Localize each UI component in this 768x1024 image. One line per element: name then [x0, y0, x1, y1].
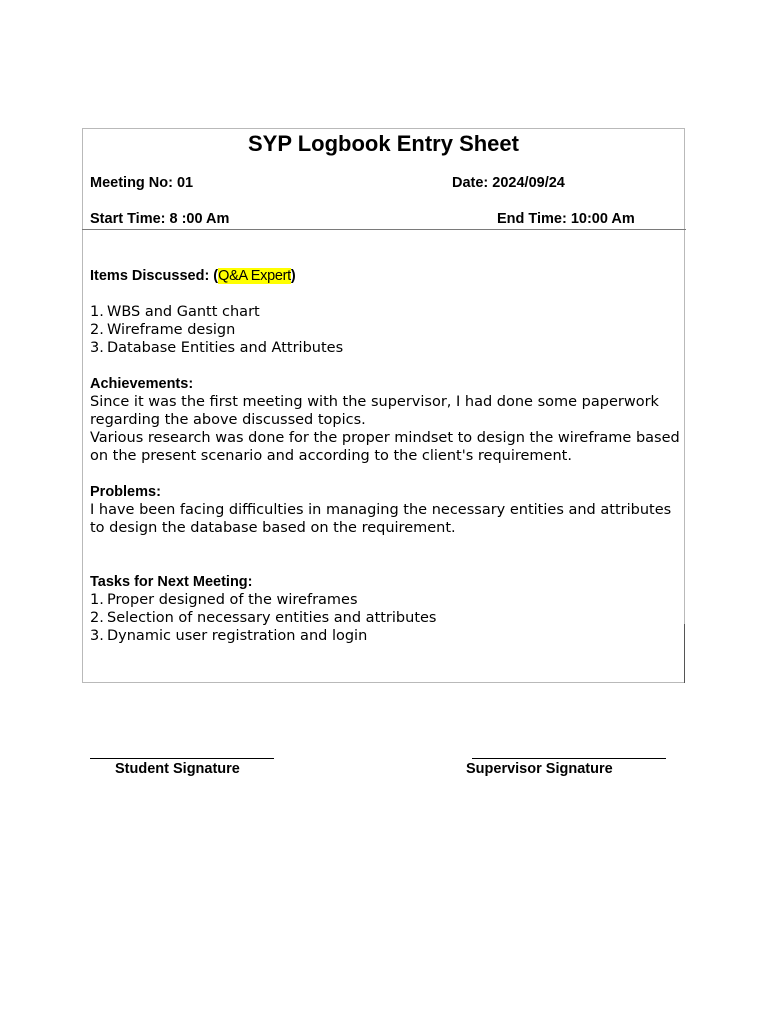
list-item [90, 303, 680, 321]
spacer [90, 357, 680, 375]
tasks-list [90, 591, 680, 645]
list-number: 2. [90, 610, 104, 626]
student-signature-label: Student Signature [115, 761, 240, 777]
achievements-heading: Achievements: [90, 376, 194, 392]
list-number: 1. [90, 304, 104, 320]
spacer [90, 537, 680, 573]
items-discussed-list [90, 303, 680, 357]
list-item [90, 591, 680, 609]
list-text: Selection of necessary entities and attributes [107, 610, 437, 626]
tasks-heading: Tasks for Next Meeting: [90, 574, 253, 590]
edge-mark [684, 624, 685, 683]
end-time: End Time: 10:00 Am [497, 211, 635, 227]
list-number: 2. [90, 322, 104, 338]
student-signature-line [90, 758, 274, 759]
list-number: 3. [90, 628, 104, 644]
spacer [90, 285, 680, 303]
list-item [90, 321, 680, 339]
items-discussed-heading [90, 267, 680, 285]
achievements-paragraph-2: Various research was done for the proper mindset to design the wireframe based on the present scenario and according to the client's requirement. [90, 430, 680, 464]
list-item [90, 627, 680, 645]
header-divider [82, 229, 686, 230]
supervisor-signature-label: Supervisor Signature [466, 761, 613, 777]
items-discussed-label: Items Discussed: ( [90, 268, 219, 284]
list-text: Dynamic user registration and login [107, 628, 368, 644]
list-number: 3. [90, 340, 104, 356]
list-number: 1. [90, 592, 104, 608]
meeting-date: Date: 2024/09/24 [452, 175, 565, 191]
problems-paragraph: I have been facing difficulties in managing the necessary entities and attributes to design the database based on the requirement. [90, 502, 672, 536]
logbook-content [90, 267, 680, 645]
list-text: WBS and Gantt chart [107, 304, 260, 320]
list-item [90, 339, 680, 357]
highlighted-role: Q&A Expert [218, 268, 291, 284]
spacer [90, 465, 680, 483]
start-time: Start Time: 8 :00 Am [90, 211, 230, 227]
supervisor-signature-line [472, 758, 666, 759]
list-text: Proper designed of the wireframes [107, 592, 358, 608]
page-title: SYP Logbook Entry Sheet [248, 131, 519, 156]
list-text: Database Entities and Attributes [107, 340, 344, 356]
meeting-number: Meeting No: 01 [90, 175, 194, 191]
items-discussed-close: ) [290, 268, 296, 284]
list-item [90, 609, 680, 627]
achievements-paragraph-1: Since it was the first meeting with the supervisor, I had done some paperwork regarding the above discussed topics. [90, 394, 659, 428]
list-text: Wireframe design [107, 322, 236, 338]
problems-heading: Problems: [90, 484, 161, 500]
